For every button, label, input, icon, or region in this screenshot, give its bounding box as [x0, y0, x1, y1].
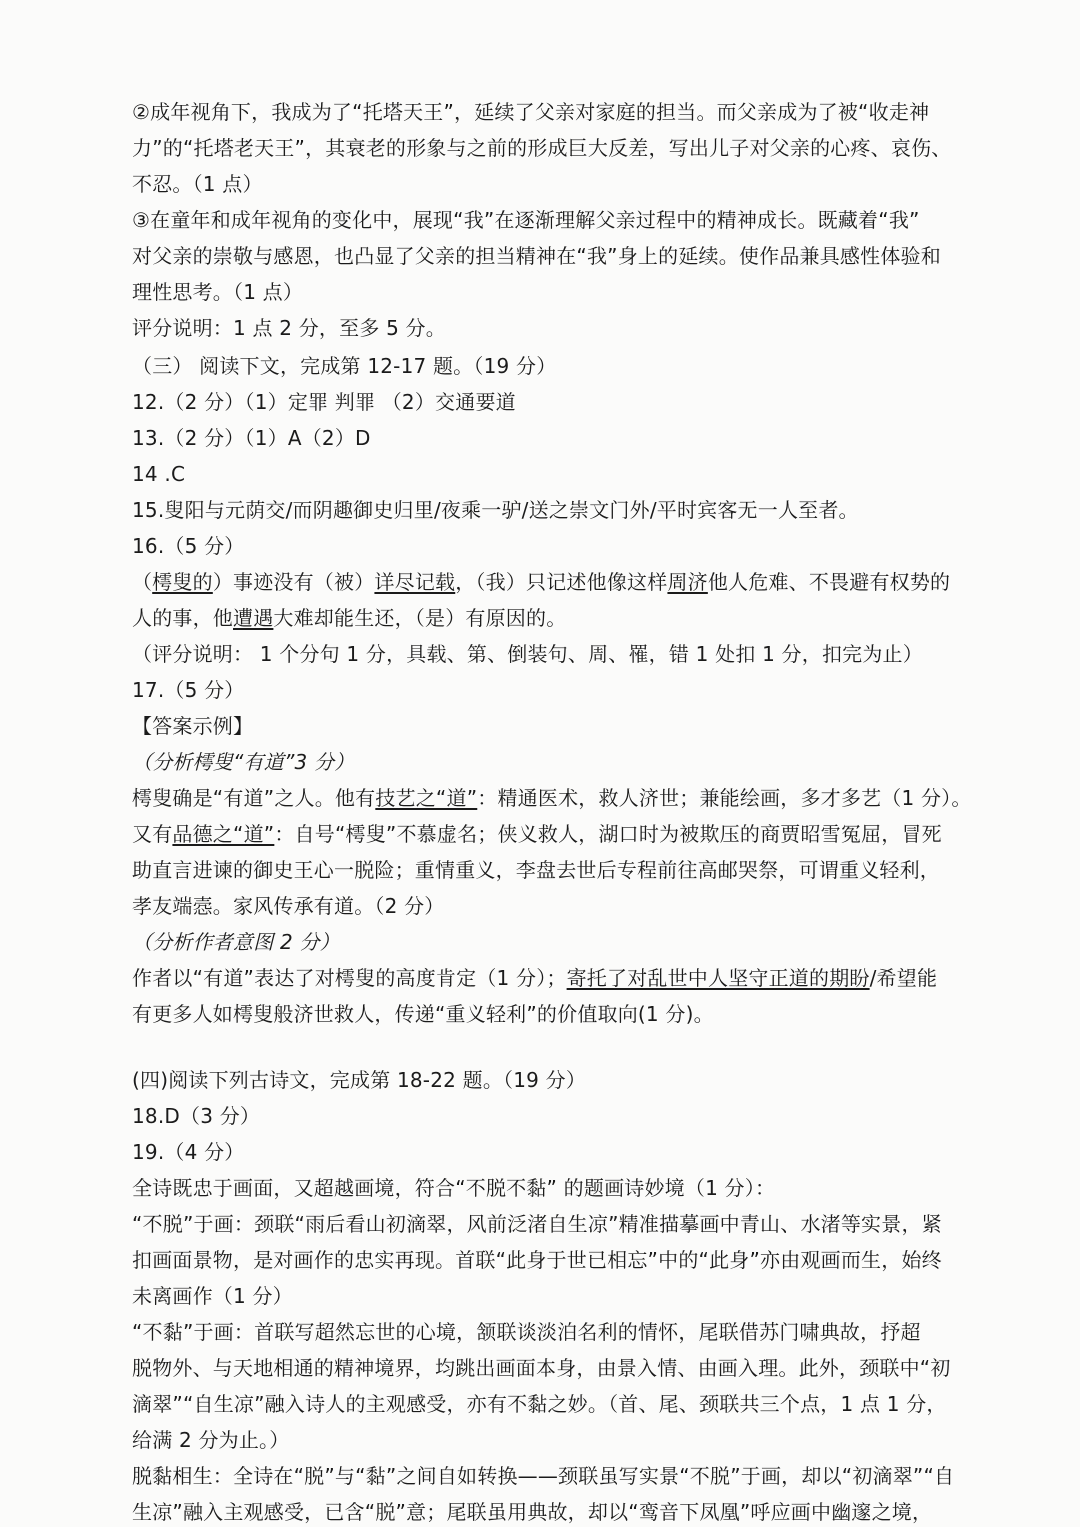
text-line: 对父亲的崇敬与感恩，也凸显了父亲的担当精神在“我”身上的延续。使作品兼具感性体验和 — [132, 244, 941, 268]
text-line: 脱物外、与天地相通的精神境界，均跳出画面本身，由景入情、由画入理。此外，颈联中“初 — [132, 1356, 951, 1380]
text-line: 未离画作（1 分） — [132, 1284, 293, 1308]
answer-17-line-1: 樗叟确是“有道”之人。他有技艺之“道”：精通医术，救人济世；兼能绘画，多才多艺（1 分）。 — [132, 786, 972, 810]
answer-19-title: 19.（4 分） — [132, 1140, 245, 1164]
answer-17-line-6: 有更多人如樗叟般济世救人，传递“重义轻利”的价值取向(1 分)。 — [132, 1002, 714, 1026]
text-line: 全诗既忠于画面，又超越画境，符合“不脱不黏” 的题画诗妙境（1 分）： — [132, 1176, 776, 1200]
answer-13: 13.（2 分）（1）A（2）D — [132, 426, 371, 450]
text-line: 脱黏相生：全诗在“脱”与“黏”之间自如转换——颈联虽写实景“不脱”于画，却以“初滴翠”“自 — [132, 1464, 955, 1488]
analysis-label-2: （分析作者意图 2 分） — [132, 930, 340, 954]
section-3-heading: （三） 阅读下文，完成第 12-17 题。（19 分） — [132, 354, 557, 378]
answer-16-line-2: 人的事，他遭遇大难却能生还，（是）有原因的。 — [132, 606, 567, 630]
answer-17-line-2: 又有品德之“道”：自号“樗叟”不慕虚名；侠义救人，湖口时为被欺压的商贾昭雪冤屈，冒死 — [132, 822, 942, 846]
text-line: “不黏”于画：首联写超然忘世的心境，颔联谈淡泊名利的情怀，尾联借苏门啸典故，抒超 — [132, 1320, 921, 1344]
answer-17-line-3: 助直言进谏的御史王心一脱险；重情重义，李盘去世后专程前往高邮哭祭，可谓重义轻利， — [132, 858, 940, 882]
answer-17-title: 17.（5 分） — [132, 678, 245, 702]
text-line: 扣画面景物，是对画作的忠实再现。首联“此身于世已相忘”中的“此身”亦由观画而生，始终 — [132, 1248, 942, 1272]
text-line: 力”的“托塔老天王”，其衰老的形象与之前的形成巨大反差，写出儿子对父亲的心疼、哀伤、 — [132, 136, 952, 160]
section-4 — [132, 1062, 972, 1527]
answer-example-label: 【答案示例】 — [132, 714, 254, 738]
section-3 — [132, 348, 972, 1032]
section-4-heading: (四)阅读下列古诗文，完成第 18-22 题。（19 分） — [132, 1068, 587, 1092]
text-line: ②成年视角下，我成为了“托塔天王”，延续了父亲对家庭的担当。而父亲成为了被“收走神 — [132, 100, 930, 124]
analysis-label-1: （分析樗叟“有道”3 分） — [132, 750, 355, 774]
answer-18: 18.D（3 分） — [132, 1104, 261, 1128]
answer-16-scoring: （评分说明： 1 个分句 1 分，具载、第、倒装句、周、罹，错 1 处扣 1 分，扣完为止） — [132, 642, 923, 666]
text-line: 不忍。（1 点） — [132, 172, 263, 196]
part2-conclusion — [132, 94, 972, 346]
answer-17-line-5: 作者以“有道”表达了对樗叟的高度肯定（1 分）；寄托了对乱世中人坚守正道的期盼/希望能 — [132, 966, 938, 990]
answer-12: 12.（2 分）（1）定罪 判罪 （2）交通要道 — [132, 390, 516, 414]
answer-16-title: 16.（5 分） — [132, 534, 245, 558]
text-line: 理性思考。（1 点） — [132, 280, 304, 304]
text-line: 给满 2 分为止。） — [132, 1428, 290, 1452]
answer-15: 15.叟阳与元荫交/而阴趣御史归里/夜乘一驴/送之崇文门外/平时宾客无一人至者。 — [132, 498, 859, 522]
answer-16-line-1: （樗叟的）事迹没有（被）详尽记载，（我）只记述他像这样周济他人危难、不畏避有权势的 — [132, 570, 951, 594]
scoring-note: 评分说明：1 点 2 分，至多 5 分。 — [132, 316, 446, 340]
answer-14: 14 .C — [132, 462, 186, 486]
text-line: “不脱”于画：颈联“雨后看山初滴翠，风前泛渚自生凉”精准描摹画中青山、水渚等实景，紧 — [132, 1212, 942, 1236]
answer-17-line-4: 孝友端悫。家风传承有道。（2 分） — [132, 894, 445, 918]
text-line: ③在童年和成年视角的变化中，展现“我”在逐渐理解父亲过程中的精神成长。既藏着“我” — [132, 208, 920, 232]
text-line: 生凉”融入主观感受，已含“脱”意；尾联虽用典故，却以“鸾音下凤凰”呼应画中幽邃之境， — [132, 1500, 933, 1524]
text-line: 滴翠”“自生凉”融入诗人的主观感受，亦有不黏之妙。（首、尾、颈联共三个点，1 点 1 分， — [132, 1392, 947, 1416]
